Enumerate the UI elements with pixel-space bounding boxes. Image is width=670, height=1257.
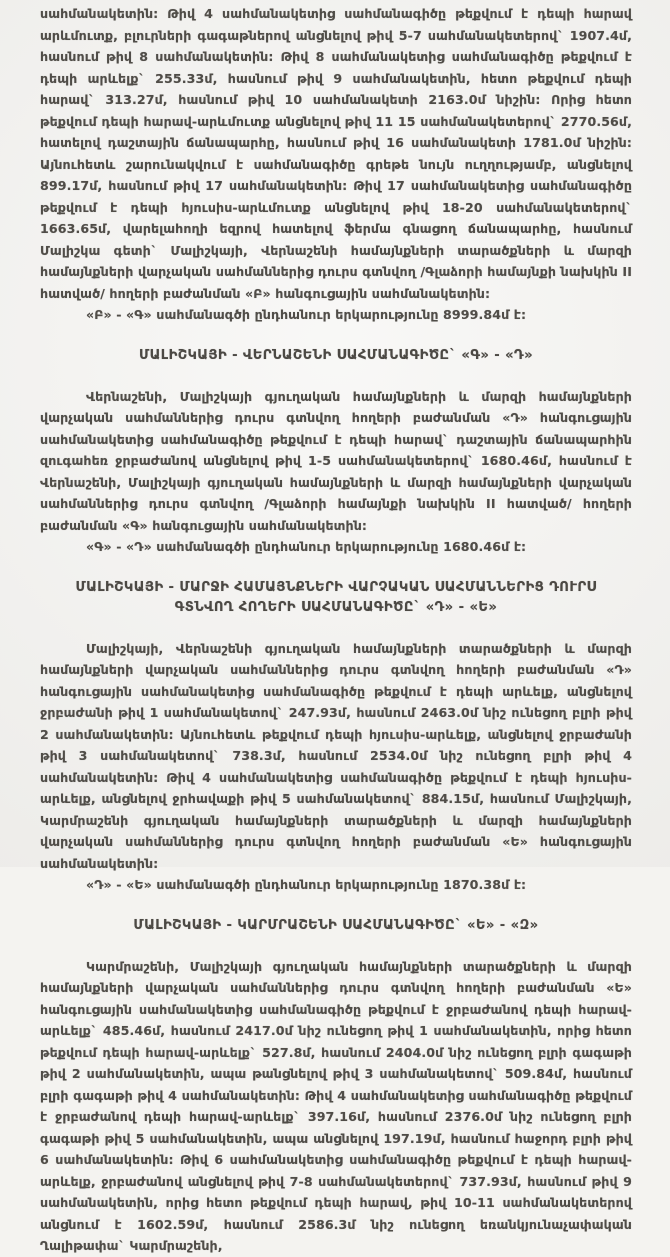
section-heading-malishka-karmrashen: ՄԱԼԻՇԿԱՅԻ - ԿԱՐՄՐԱՇԵՆԻ ՍԱՀՄԱՆԱԳԻԾԸ` «Ե» - «Զ»	[133, 917, 539, 933]
body-paragraph-boundary-e-z: Կարմրաշենի, Մալիշկայի գյուղական համայնքների տարածքների և մարզի համայնքների վարչական սահմաններից դուրս գտնվող հողերի բաժանման «Ե» հանգուցային սահմանակետից սահմանագիծը թեքվում է ջրբաժանով դեպի հարավ-արևելք` 485.46մ, հասնում 2417.0մ նիշ ունեցող թիվ 1 սահմանակետին, որից հետո թեքվում դեպի հարավ-արևելք` 527.8մ, հասնում 2404.0մ նիշ ունեցող բլրի գագաթի թիվ 2 սահմանակետին, ապա թանցնելով թիվ 3 սահմանակետով` 509.84մ, հասնում բլրի գագաթի թիվ 4 սահմանակետին: Թիվ 4 սահմանակետից սահմանագիծը թեքվում է ջրբաժանով դեպի հարավ-արևելք` 397.16մ, հասնում 2376.0մ նիշ ունեցող բլրի գագաթի թիվ 5 սահմանակետին, ապա անցնելով 197.19մ, հասնում հաջորդ բլրի թիվ 6 սահմանակետին: Թիվ 6 սահմանակետից սահմանագիծը թեքվում է դեպի հարավ-արևելք, ջրբաժանով անցնելով թիվ 7-8 սահմանակետերով` 737.93մ, հասնում թիվ 9 սահմանակետին, որից հետո թեքվում դեպի հարավ, թիվ 10-11 սահմանակետերով անցնում է 1602.59մ, հասնում 2586.3մ նիշ ունեցող եռանկյունաչափական Ղալիթափա` Կարմրաշենի,	[40, 958, 632, 1253]
boundary-length-line-d-e: «Դ» - «Ե» սահմանագծի ընդհանուր երկարությունը 1870.38մ է:	[86, 877, 527, 892]
section-heading-malishka-vernashen: ՄԱԼԻՇԿԱՅԻ - ՎԵՐՆԱՇԵՆԻ ՍԱՀՄԱՆԱԳԻԾԸ` «Գ» - «Դ»	[139, 347, 533, 363]
boundary-length-line-g-d: «Գ» - «Դ» սահմանագծի ընդհանուր երկարությունը 1680.46մ է:	[86, 539, 527, 554]
body-paragraph-boundary-b-g: սահմանակետին: Թիվ 4 սահմանակետից սահմանագիծը թեքվում է դեպի հարավ արևմուտք, բլուրների գագաթներով անցնելով թիվ 5-7 սահմանակետերով` 1907.4մ, հասնում թիվ 8 սահմանակետին: Թիվ 8 սահմանակետից սահմանագիծը թեքվում է դեպի արևելք` 255.33մ, հասնում թիվ 9 սահմանակետին, հետո թեքվում դեպի հարավ` 313.27մ, հասնում թիվ 10 սահմանակետի 2163.0մ նիշին: Որից հետո թեքվում դեպի հարավ-արևմուտք անցնելով թիվ 11 15 սահմանակետերով` 2770.56մ, հատելով դաշտային ճանապարհը, հասնում թիվ 16 սահմանակետի 1781.0մ նիշին: Այնուհետև շարունակվում է սահմանագիծը գրեթե նույն ուղղությամբ, անցնելով 899.17մ, հասնում թիվ 17 սահմանակետին: Թիվ 17 սահմանակետից սահմանագիծը թեքվում է դեպի հյուսիս-արևմուտք անցնելով թիվ 18-20 սահմանակետերով` 1663.65մ, վարելահողի եզրով հատելով ֆերմա գնացող ճանապարհը, հասնում Մալիշկա գետի` Մալիշկայի, Վերնաշենի համայնքների տարածքների և մարզի համայնքների վարչական սահմաններից դուրս գտնվող /Գլաձորի համայնքի նախկին II հատված/ հողերի բաժանման «Բ» հանգուցային սահմանակետին:	[40, 6, 632, 301]
boundary-length-line-b-g: «Բ» - «Գ» սահմանագծի ընդհանուր երկարությունը 8999.84մ է:	[86, 307, 527, 322]
body-paragraph-boundary-g-d: Վերնաշենի, Մալիշկայի գյուղական համայնքների և մարզի համայնքների վարչական սահմաններից դուրս գտնվող հողերի բաժանման «Դ» հանգուցային սահմանակետից սահմանագիծը թեքվում է դեպի հարավ` դաշտային ճանապարհին զուգահեռ ջրբաժանով անցնելով թիվ 1-5 սահմանակետերով` 1680.46մ, հասնում է Վերնաշենի, Մալիշկայի գյուղական համայնքների և մարզի համայնքների վարչական սահմաններից դուրս գտնվող /Գլաձորի համայնքի նախկին II հատված/ հողերի բաժանման «Գ» հանգուցային սահմանակետին:	[40, 388, 632, 533]
section-heading-malishka-marj: ՄԱԼԻՇԿԱՅԻ - ՄԱՐՋԻ ՀԱՄԱՅՆՔՆԵՐԻ ՎԱՐՉԱԿԱՆ ՍԱՀՄԱՆՆԵՐԻՑ ԴՈՒՐՍ ԳՏՆՎՈՂ ՀՈՂԵՐԻ ՍԱՀՄԱՆԱԳԻԾԸ` «Դ» - «Ե»	[75, 579, 597, 615]
body-paragraph-boundary-d-e: Մալիշկայի, Վերնաշենի գյուղական համայնքների տարածքների և մարզի համայնքների վարչական սահմաններից դուրս գտնվող հողերի բաժանման «Դ» հանգուցային սահմանակետից սահմանագիծը թեքվում է դեպի արևելք, անցնելով ջրբաժանի թիվ 1 սահմանակետով` 247.93մ, հասնում 2463.0մ նիշ ունեցող բլրի թիվ 2 սահմանակետին: Այնուհետև թեքվում դեպի հյուսիս-արևելք, անցնելով ջրբաժանի թիվ 3 սահմանակետով` 738.3մ, հասնում 2534.0մ նիշ ունեցող բլրի թիվ 4 սահմանակետին: Թիվ 4 սահմանակետից սահմանագիծը թեքվում է դեպի հյուսիս-արևելք, անցնելով ջրհավաքի թիվ 5 սահմանակետով` 884.15մ, հասնում Մալիշկայի, Կարմրաշենի գյուղական համայնքների տարածքների և մարզի համայնքների վարչական սահմաններից դուրս գտնվող հողերի բաժանման «Ե» հանգուցային սահմանակետին:	[40, 640, 632, 871]
